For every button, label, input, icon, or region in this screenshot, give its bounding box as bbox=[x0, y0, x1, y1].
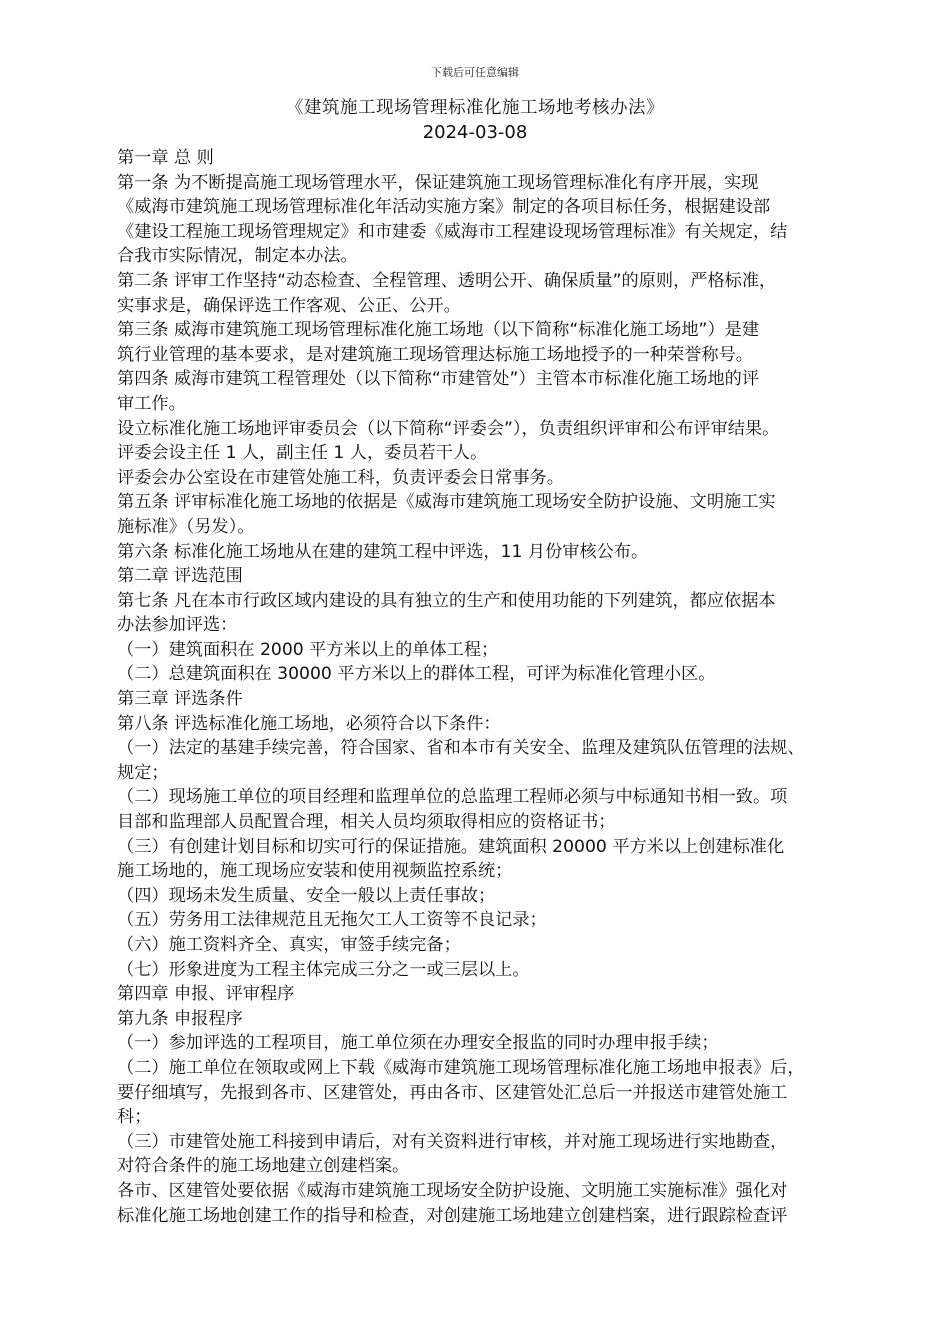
list-item: （六）施工资料齐全、真实，审签手续完备； bbox=[117, 935, 461, 955]
list-item: （五）劳务用工法律规范且无拖欠工人工资等不良记录； bbox=[117, 910, 547, 931]
chapter-heading: 第三章 评选条件 bbox=[117, 689, 243, 710]
paragraph: 第七条 凡在本市行政区域内建设的具有独立的生产和使用功能的下列建筑，都应依据本 办法参加评选： bbox=[117, 590, 776, 636]
list-item: （一）参加评选的工程项目，施工单位须在办理安全报监的同时办理申报手续； bbox=[117, 1033, 719, 1054]
paragraph: 设立标准化施工场地评审委员会（以下简称“评委会”），负责组织评审和公布评审结果。 bbox=[117, 418, 780, 439]
paragraph: 各市、区建管处要依据《威海市建筑施工现场安全防护设施、文明施工实施标准》强化对 标准化施工场地创建工作的指导和检查，对创建施工场地建立创建档案，进行跟踪检查评 bbox=[117, 1180, 788, 1226]
list-item: （三）市建管处施工科接到申请后，对有关资料进行审核，并对施工现场进行实地勘查， 对符合条件的施工场地建立创建档案。 bbox=[117, 1131, 788, 1177]
chapter-heading: 第二章 评选范围 bbox=[117, 566, 243, 587]
list-item: （二）施工单位在领取或网上下载《威海市建筑施工现场管理标准化施工场地申报表》后， 要仔细填写，先报到各市、区建管处，再由各市、区建管处汇总后一并报送市建管处施工 科； bbox=[117, 1057, 805, 1128]
paragraph: 第八条 评选标准化施工场地，必须符合以下条件： bbox=[117, 713, 501, 734]
chapter-heading: 第四章 申报、评审程序 bbox=[117, 984, 295, 1005]
list-item: （七）形象进度为工程主体完成三分之一或三层以上。 bbox=[117, 959, 530, 980]
paragraph: 第一条 为不断提高施工现场管理水平，保证建筑施工现场管理标准化有序开展，实现 《威海市建筑施工现场管理标准化年活动实施方案》制定的各项目标任务，根据建设部 《建设工程施工现场管理规定》和市建委《威海市工程建设现场管理标准》有关规定，结 合我市实际情况，制定本办法。 bbox=[117, 172, 788, 267]
list-item: （一）法定的基建手续完善，符合国家、省和本市有关安全、监理及建筑队伍管理的法规、 规定； bbox=[117, 738, 805, 783]
paragraph: 评委会设主任 1 人，副主任 1 人，委员若干人。 bbox=[117, 443, 488, 464]
chapter-heading: 第一章 总 则 bbox=[117, 148, 214, 168]
paragraph: 第六条 标准化施工场地从在建的建筑工程中评选，11 月份审核公布。 bbox=[117, 541, 649, 562]
list-item: （二）现场施工单位的项目经理和监理单位的总监理工程师必须与中标通知书相一致。项 目部和监理部人员配置合理，相关人员均须取得相应的资格证书； bbox=[117, 787, 788, 833]
paragraph: 第五条 评审标准化施工场地的依据是《威海市建筑施工现场安全防护设施、文明施工实 施标准》（另发）。 bbox=[117, 492, 776, 537]
list-item: （一）建筑面积在 2000 平方米以上的单体工程； bbox=[117, 639, 499, 660]
document-title: 《建筑施工现场管理标准化施工场地考核办法》 bbox=[286, 98, 664, 118]
list-item: （三）有创建计划目标和切实可行的保证措施。建筑面积 20000 平方米以上创建标准化 施工场地的，施工现场应安装和使用视频监控系统； bbox=[117, 836, 785, 882]
paragraph: 第二条 评审工作坚持“动态检查、全程管理、透明公开、确保质量”的原则，严格标准， 实事求是，确保评选工作客观、公正、公开。 bbox=[117, 270, 777, 316]
document-date: 2024-03-08 bbox=[422, 122, 528, 143]
header-note: 下载后可任意编辑 bbox=[431, 66, 519, 79]
document-body bbox=[117, 146, 877, 1228]
list-item: （四）现场未发生质量、安全一般以上责任事故； bbox=[117, 885, 496, 906]
paragraph: 评委会办公室设在市建管处施工科，负责评委会日常事务。 bbox=[117, 467, 564, 488]
list-item: （二）总建筑面积在 30000 平方米以上的群体工程，可评为标准化管理小区。 bbox=[117, 664, 716, 685]
article-heading: 第九条 申报程序 bbox=[117, 1008, 243, 1029]
paragraph: 第四条 威海市建筑工程管理处（以下简称“市建管处”）主管本市标准化施工场地的评 审工作。 bbox=[117, 369, 760, 414]
paragraph: 第三条 威海市建筑施工现场管理标准化施工场地（以下简称“标准化施工场地”）是建 筑行业管理的基本要求，是对建筑施工现场管理达标施工场地授予的一种荣誉称号。 bbox=[117, 320, 760, 365]
